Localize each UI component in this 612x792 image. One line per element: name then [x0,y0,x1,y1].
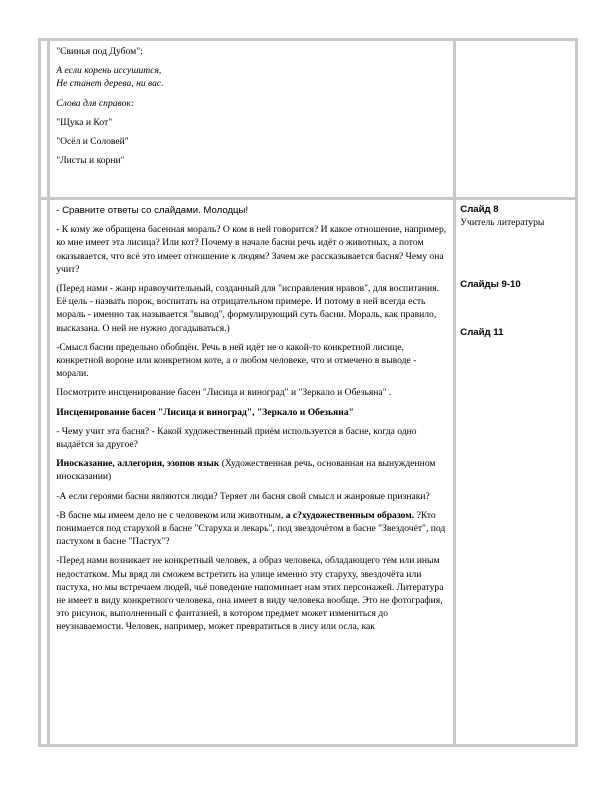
teacher-label: Учитель литературы [460,217,545,229]
intro-line: - Сравните ответы со слайдами. Молодцы! [56,205,249,216]
reference-item: "Щука и Кот" [56,116,113,128]
quote-line: А если корень иссушится, [56,65,162,77]
term-bold: Иносказание, аллегория, эзопов язык [56,458,220,470]
slide-label: Слайд 8 [460,204,499,215]
paragraph: -А если героями басни являются люди? Теряет ли басня свой смысл и жанровые признаки? [56,490,430,502]
reference-heading: Слова для справок: [56,97,135,109]
table-row [40,40,577,199]
slide-label: Слайд 11 [460,327,504,339]
slide-label: Слайды 9-10 [460,279,521,291]
lesson-plan-table [38,38,578,747]
paragraph [56,509,449,549]
reference-item: "Осёл и Соловей" [56,136,129,148]
fable-title: "Свинья под Дубом": [56,46,143,57]
term-rest: (Художественная речь, основанная на вынужденном иносказании) [56,458,436,483]
content-cell [49,199,455,746]
reference-item: "Листы и корни" [56,155,125,167]
staging-heading: Инсценирование басен "Лисица и виноград", "Зеркало и Обезьяна" [56,406,354,418]
side-cell [455,199,577,746]
narrow-cell [40,40,49,199]
para-bold: а с?художественным образом. [285,509,415,521]
paragraph: - К кому же обращена басенная мораль? О ком в ней говорится? И какое отношение, например, ко мне имеет эта лисица? Или кот? Почему в начале басни речь идёт о животных, а потом оказывается, что всё это имеет отношение к людям? Зачем же рассказывается басня? Чему она учит? [56,224,447,275]
paragraph: -Смысл басни предельно обобщён. Речь в ней идёт не о какой-то конкретной лисице, конкретной вороне или конкретном коте, а о любом человеке, что и отмечено в выводе - морали. [56,341,417,380]
para-end: ?Кто понимается под старухой в басне "Старуха и лекарь", под звездочётом в басне "Звездочёт", под пастухом в басне "Пастух"? [56,509,446,548]
fable-quote [56,64,449,90]
side-cell [455,40,577,199]
table-row [40,199,577,746]
narrow-cell [40,199,49,746]
paragraph: Посмотрите инсценирование басен "Лисица и виноград" и "Зеркало и Обезьяна" . [56,387,392,399]
paragraph: - Чему учит эта басня? - Какой художественный приём используется в басне, когда одно выдаётся за другое? [56,425,417,451]
paragraph [56,457,449,483]
paragraph: (Перед нами - жанр нравоучительный, созданный для "исправления нравов", для воспитания. Её цель - назвать порок, воспитать на отрицательном примере. И потому в ней всегда есть мораль - именно так называется "вывод", формулирующий суть басни. Мораль, как правило, высказана. О ней не нужно догадываться.) [56,283,439,334]
quote-line: Не станет дерева, ни вас. [56,78,164,90]
para-start: -В басне мы имеем дело не с человеком или животным, [56,509,286,521]
paragraph: -Перед нами возникает не конкретный человек, а образ человека, обладающего тем или иным недостатком. Мы вряд ли сможем встретить на улице именно эту старуху, звездочёта или пастуха, но мы встречаем людей, чьё поведение напоминает нам этих персонажей. Литература не имеет в виду конкретного человека, она имеет в виду человека вообще. Это не фотография, это рисунок, выполненный с фантазией, в котором предмет может измениться до неузнаваемости. Человек, например, может превратиться в лису или осла, как [56,555,444,633]
content-cell [49,40,455,199]
